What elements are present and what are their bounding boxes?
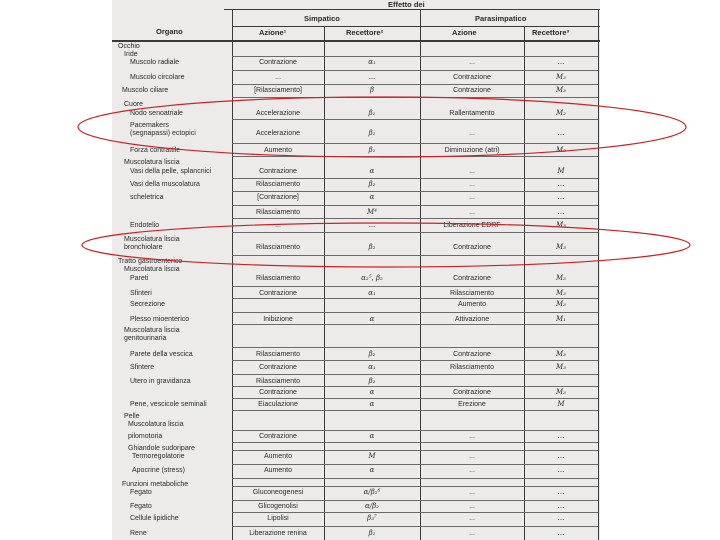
cell-sr: ... — [368, 221, 376, 229]
cell-sr: α — [369, 388, 375, 396]
cell-pa: Contrazione — [453, 389, 491, 396]
cell-organ: Apocrine (stress) — [132, 467, 185, 474]
cell-sr: α — [369, 400, 375, 408]
cell-organ: Fegato — [130, 503, 152, 510]
cell-organ: Muscolatura liscia — [124, 327, 180, 334]
cell-pa: Contrazione — [453, 74, 491, 81]
cell-organ: Iride — [124, 51, 138, 58]
row-separator — [232, 478, 598, 479]
cell-pr: ... — [557, 432, 565, 440]
cell-sr: α₂⁵, β₂ — [361, 274, 383, 282]
cell-sr: α/β₂⁶ — [363, 488, 381, 496]
cell-sa: Contrazione — [259, 389, 297, 396]
cell-pa: ... — [469, 168, 475, 175]
cell-pr: ... — [557, 452, 565, 460]
cell-pa: Contrazione — [453, 275, 491, 282]
cell-organ: genitourinaria — [124, 335, 167, 342]
cell-organ: pilomotoria — [128, 433, 163, 440]
cell-sa: Contrazione — [259, 364, 297, 371]
cell-organ: Parete della vescica — [130, 351, 193, 358]
cell-organ: (segnapassi) ectopici — [130, 130, 196, 137]
cell-sa: Accelerazione — [256, 110, 300, 117]
row-separator — [232, 374, 598, 375]
cell-sr: M — [368, 452, 376, 460]
cell-organ: Muscolo circolare — [130, 74, 185, 81]
row-separator — [232, 84, 598, 85]
cell-sa: [Rilasciamento] — [254, 87, 302, 94]
cell-sr: β₂ — [368, 180, 376, 188]
col-divider-2 — [324, 26, 325, 540]
cell-sr: β₂ — [368, 350, 376, 358]
row-separator — [232, 386, 598, 387]
cell-sa: [Contrazione] — [257, 194, 299, 201]
cell-pr: ... — [557, 529, 565, 537]
row-separator — [232, 70, 598, 71]
scanned-table-page — [112, 0, 600, 540]
cell-organ: Utero in gravidanza — [130, 378, 191, 385]
cell-sa: ... — [275, 74, 281, 81]
cell-pr: M₂ — [556, 146, 566, 154]
cell-pr: M₃ — [556, 350, 566, 358]
cell-organ: scheletrica — [130, 194, 164, 201]
cell-pa: Aumento — [457, 301, 487, 308]
cell-sr: β₁ — [368, 146, 376, 154]
cell-pa: ... — [469, 59, 475, 66]
cell-pr: ... — [557, 208, 565, 216]
cell-pa: ... — [469, 467, 475, 474]
cell-sr: α₁ — [368, 363, 376, 371]
cell-pr: M₃ — [556, 243, 566, 251]
cell-organ: Muscolatura liscia — [124, 236, 180, 243]
cell-sa: Glicogenolisi — [258, 503, 298, 510]
cell-organ: bronchiolare — [124, 244, 163, 251]
header-rule-top — [224, 9, 600, 10]
cell-pr: ... — [557, 180, 565, 188]
col-divider-5 — [598, 10, 599, 540]
cell-sa: Eiaculazione — [258, 401, 298, 408]
row-separator — [232, 218, 598, 219]
cell-sr: α/β₂ — [365, 502, 379, 510]
cell-sa: Contrazione — [259, 290, 297, 297]
row-separator — [232, 178, 598, 179]
cell-organ: Pene, vescicole seminali — [130, 401, 207, 408]
cell-pr: M₃ — [556, 300, 566, 308]
cell-organ: Vasi della muscolatura — [130, 181, 200, 188]
cell-sa: Inibizione — [263, 316, 293, 323]
cell-sa: Lipolisi — [267, 515, 289, 522]
row-separator — [232, 312, 598, 313]
cell-sa: Liberazione renina — [249, 530, 307, 537]
cell-organ: Plesso mioenterico — [130, 316, 190, 323]
cell-sa: Rilasciamento — [256, 209, 300, 216]
cell-pa: Liberazione EDRF — [443, 222, 501, 229]
cell-sr: α — [369, 466, 375, 474]
cell-organ: Pelle — [124, 413, 140, 420]
row-separator — [232, 205, 598, 206]
cell-pa: Diminuzione (atri) — [444, 147, 500, 154]
header-sympathetic: Simpatico — [304, 14, 340, 23]
row-separator — [232, 232, 598, 233]
cell-organ: Pareti — [130, 275, 149, 282]
cell-sa: Rilasciamento — [256, 181, 300, 188]
row-separator — [232, 298, 598, 299]
row-separator — [232, 97, 598, 98]
cell-sa: Contrazione — [259, 59, 297, 66]
cell-sa: ... — [275, 222, 281, 229]
cell-sa: Aumento — [263, 467, 293, 474]
cell-pr: M₃ — [556, 221, 566, 229]
cell-pa: ... — [469, 209, 475, 216]
header-rule-mid — [232, 26, 600, 27]
cell-sr: β — [369, 86, 375, 94]
cell-pa: Erezione — [458, 401, 486, 408]
cell-sr: β₁ — [368, 129, 376, 137]
col-divider-4 — [524, 26, 525, 540]
cell-pr: M₃ — [556, 388, 566, 396]
cell-pr: ... — [557, 466, 565, 474]
cell-organ: Pacemakers — [130, 122, 169, 129]
row-separator — [232, 156, 598, 157]
row-separator — [232, 442, 598, 443]
cell-organ: Endotelio — [130, 222, 160, 229]
row-separator — [232, 486, 598, 487]
cell-pr: M₃ — [556, 73, 566, 81]
cell-sr: α — [369, 315, 375, 323]
cell-organ: Secrezione — [130, 301, 166, 308]
cell-organ: Vasi della pelle, splancnici — [130, 168, 212, 175]
cell-organ: Termoregolatorie — [132, 453, 185, 460]
row-separator — [232, 512, 598, 513]
cell-pr: M₃ — [556, 86, 566, 94]
cell-pr: M₃ — [556, 363, 566, 371]
cell-organ: Muscolatura liscia — [128, 421, 184, 428]
cell-sa: Accelerazione — [256, 130, 300, 137]
row-separator — [232, 450, 598, 451]
row-separator — [232, 119, 598, 120]
cell-sr: β₂ — [368, 377, 376, 385]
cell-pr: M₁ — [556, 315, 566, 323]
cell-organ: Fegato — [130, 489, 152, 496]
row-separator — [232, 398, 598, 399]
row-separator — [232, 56, 598, 57]
cell-pr: M₃ — [556, 289, 566, 297]
cell-sa: Aumento — [263, 453, 293, 460]
cell-sa: Aumento — [263, 147, 293, 154]
cell-sr: α₁ — [368, 289, 376, 297]
cell-sr: α — [369, 167, 375, 175]
cell-pa: Rallentamento — [449, 110, 495, 117]
row-separator — [232, 526, 598, 527]
cell-pa: ... — [469, 530, 475, 537]
row-separator — [232, 347, 598, 348]
cell-organ: Nodo senoatriale — [130, 110, 183, 117]
cell-pa: Rilasciamento — [450, 364, 494, 371]
cell-organ: Muscolo ciliare — [122, 87, 169, 94]
row-separator — [232, 324, 598, 325]
cell-pr: ... — [557, 58, 565, 66]
row-separator — [232, 143, 598, 144]
cell-sa: Rilasciamento — [256, 275, 300, 282]
cell-sr: β₂ — [368, 243, 376, 251]
cell-sa: Rilasciamento — [256, 378, 300, 385]
cell-pr: ... — [557, 129, 565, 137]
cell-pa: ... — [469, 515, 475, 522]
cell-pa: ... — [469, 194, 475, 201]
row-separator — [232, 410, 598, 411]
row-separator — [232, 430, 598, 431]
cell-pr: M — [557, 167, 565, 175]
cell-pa: ... — [469, 433, 475, 440]
cell-organ: Occhio — [118, 43, 140, 50]
row-separator — [232, 255, 598, 256]
cell-sa: Rilasciamento — [256, 244, 300, 251]
header-effect: Effetto dei — [388, 0, 425, 9]
header-organ: Organo — [156, 27, 183, 36]
cell-organ: Ghiandole sudoripare — [128, 445, 195, 452]
cell-sr: ... — [368, 73, 376, 81]
cell-organ: Funzioni metaboliche — [122, 481, 189, 488]
header-receptor-para: Recettore³ — [532, 28, 570, 37]
cell-pa: ... — [469, 489, 475, 496]
cell-organ: Sfintere — [130, 364, 155, 371]
cell-organ: Muscolatura liscia — [124, 266, 180, 273]
cell-pr: ... — [557, 488, 565, 496]
cell-pr: M₃ — [556, 274, 566, 282]
cell-pa: Contrazione — [453, 244, 491, 251]
cell-sr: β₁ — [368, 109, 376, 117]
row-separator — [232, 191, 598, 192]
cell-organ: Sfinteri — [130, 290, 152, 297]
cell-pa: ... — [469, 503, 475, 510]
cell-organ: Rene — [130, 530, 147, 537]
header-action-para: Azione — [452, 28, 477, 37]
cell-sr: α₁ — [368, 58, 376, 66]
cell-pa: Contrazione — [453, 87, 491, 94]
cell-sr: β₃⁷ — [367, 514, 377, 522]
cell-sa: Contrazione — [259, 168, 297, 175]
cell-organ: Muscolatura liscia — [124, 159, 180, 166]
row-separator — [232, 286, 598, 287]
cell-pa: ... — [469, 130, 475, 137]
cell-sa: Contrazione — [259, 433, 297, 440]
cell-pa: Attivazione — [454, 316, 490, 323]
cell-sr: M⁴ — [367, 208, 377, 216]
cell-sr: α — [369, 193, 375, 201]
cell-pr: M — [557, 400, 565, 408]
cell-pr: M₂ — [556, 109, 566, 117]
cell-sa: Gluconeogenesi — [252, 489, 304, 496]
header-action-sym: Azione¹ — [259, 28, 287, 37]
cell-organ: Forza contrattile — [130, 147, 181, 154]
cell-pa: Rilasciamento — [450, 290, 494, 297]
cell-organ: Muscolo radiale — [130, 59, 180, 66]
row-separator — [232, 360, 598, 361]
cell-pr: ... — [557, 514, 565, 522]
cell-sr: α — [369, 432, 375, 440]
cell-pa: ... — [469, 453, 475, 460]
cell-pa: ... — [469, 181, 475, 188]
cell-organ: Cellule lipidiche — [130, 515, 179, 522]
row-separator — [232, 500, 598, 501]
cell-pr: ... — [557, 502, 565, 510]
cell-sr: β₁ — [368, 529, 376, 537]
header-rule-bottom — [112, 40, 600, 42]
header-parasympathetic: Parasimpatico — [475, 14, 527, 23]
row-separator — [232, 464, 598, 465]
header-receptor-sym: Recettore² — [346, 28, 384, 37]
cell-pa: Contrazione — [453, 351, 491, 358]
cell-pr: ... — [557, 193, 565, 201]
cell-sa: Rilasciamento — [256, 351, 300, 358]
cell-organ: Cuore — [124, 101, 144, 108]
cell-organ: Tratto gastroenterico — [118, 258, 183, 265]
